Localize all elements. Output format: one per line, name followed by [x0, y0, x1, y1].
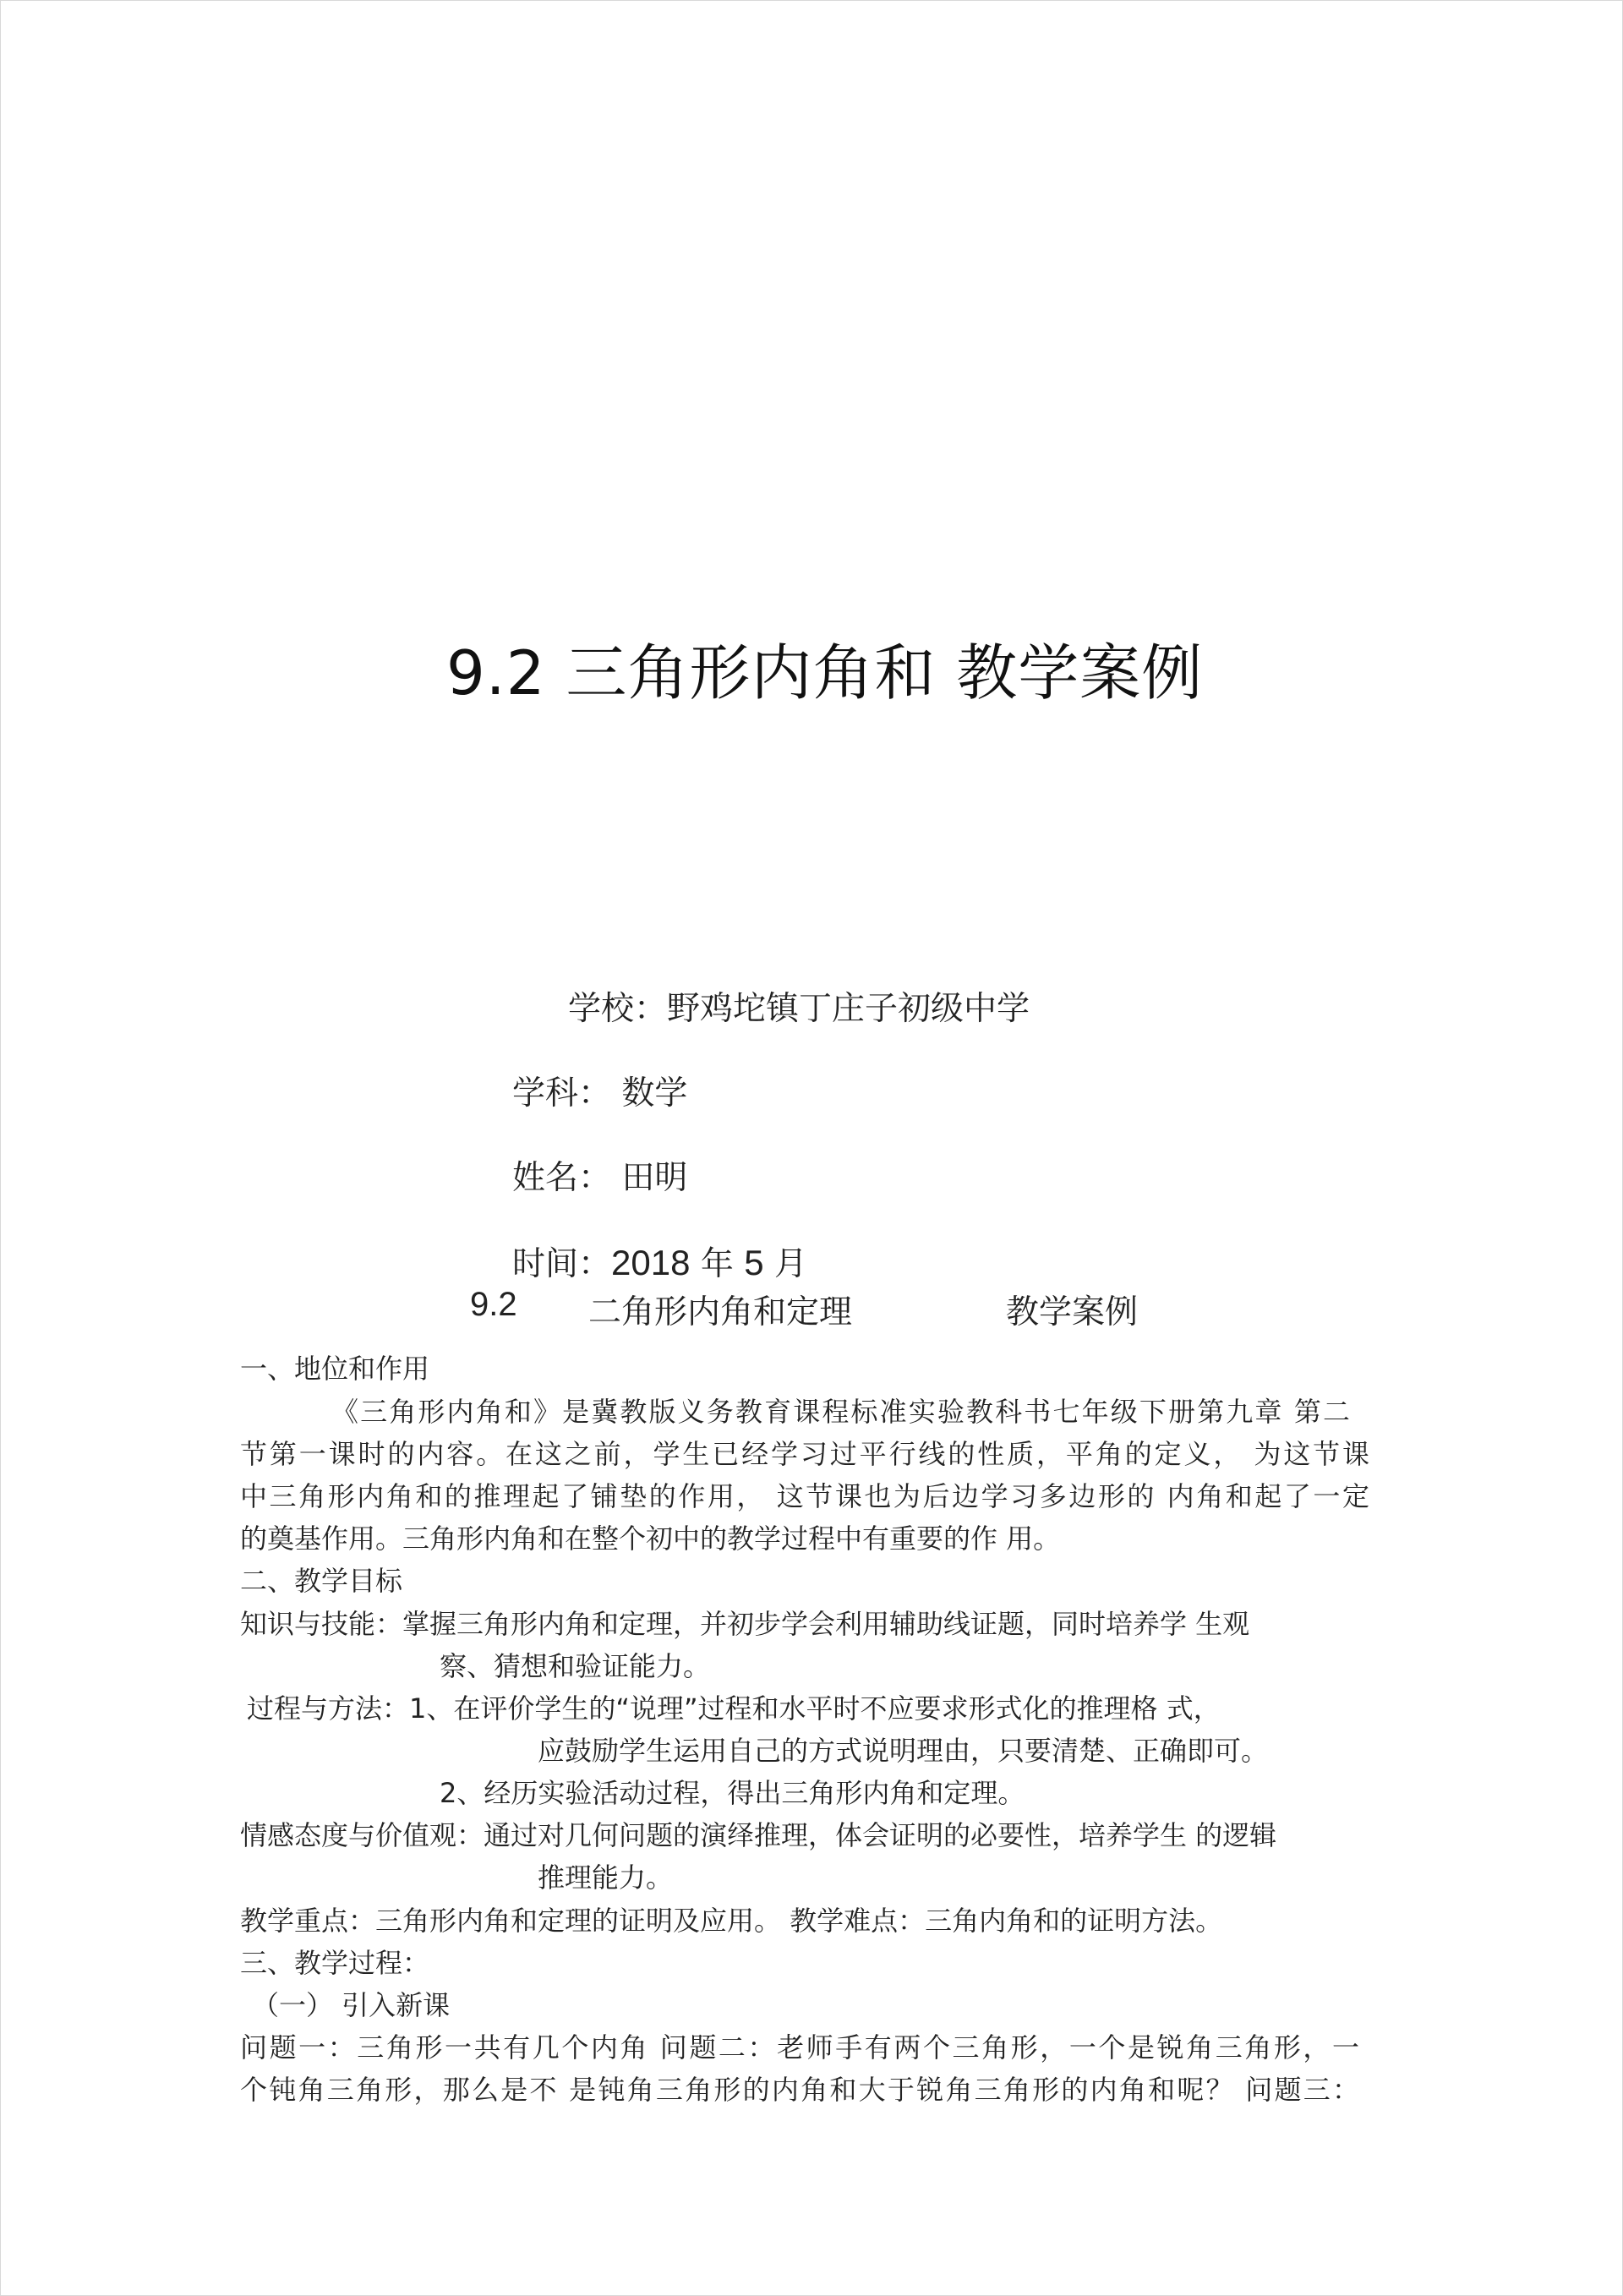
- emotion-line2: 推理能力。: [538, 1861, 674, 1894]
- para1-line3: 中三角形内角和的推理起了铺垫的作用， 这节课也为后边学习多边形的 内角和起了一定: [240, 1480, 1369, 1512]
- para1-line2: 节第一课时的内容。在这之前，学生已经学习过平行线的性质，平角的定义， 为这节课: [240, 1438, 1369, 1470]
- section2-heading: 二、教学目标: [240, 1565, 403, 1597]
- subject-label: 学科：: [512, 1074, 612, 1112]
- subject-line: [512, 1067, 687, 1114]
- name-line: [512, 1151, 687, 1199]
- process-line1: 过程与方法：1、在评价学生的“说理”过程和水平时不应要求形式化的推理格 式，: [247, 1692, 1221, 1725]
- name-label: 姓名：: [512, 1159, 612, 1197]
- time-year: 2018: [611, 1243, 691, 1282]
- question-line1: 问题一：三角形一共有几个内角 问题二：老师手有两个三角形，一个是锐角三角形，一: [240, 2031, 1359, 2064]
- school-line: 学校：野鸡坨镇丁庄子初级中学: [568, 990, 1030, 1028]
- knowledge-line1: 知识与技能：掌握三角形内角和定理，并初步学会利用辅助线证题，同时培养学 生观: [240, 1608, 1250, 1640]
- subject-value: 数学: [621, 1074, 688, 1112]
- section1-heading: 一、地位和作用: [240, 1353, 430, 1385]
- process-line3: 2、经历实验活动过程，得出三角形内角和定理。: [440, 1777, 1025, 1809]
- subtitle-suffix: 教学案例: [1006, 1293, 1139, 1331]
- section3-heading: 三、教学过程：: [240, 1947, 430, 1979]
- time-label: 时间：: [512, 1245, 612, 1283]
- question-line2: 个钝角三角形，那么是不 是钝角三角形的内角和大于锐角三角形的内角和呢？ 问题三：: [240, 2074, 1359, 2106]
- process-line2: 应鼓励学生运用自己的方式说明理由，只要清楚、正确即可。: [538, 1735, 1269, 1767]
- emotion-line1: 情感态度与价值观：通过对几何问题的演绎推理，体会证明的必要性，培养学生 的逻辑: [240, 1819, 1277, 1851]
- key-points-line: 教学重点：三角形内角和定理的证明及应用。 教学难点：三角内角和的证明方法。: [240, 1905, 1223, 1937]
- name-value: 田明: [621, 1159, 688, 1197]
- time-month: 5: [744, 1243, 764, 1282]
- subtitle-name: 二角形内角和定理: [588, 1293, 853, 1331]
- time-month-unit: 月: [774, 1245, 808, 1283]
- para1-line4: 的奠基作用。三角形内角和在整个初中的教学过程中有重要的作 用。: [240, 1522, 1061, 1555]
- time-line: [512, 1238, 807, 1285]
- time-year-unit: 年: [700, 1245, 734, 1283]
- subsection1-heading: （一） 引入新课: [252, 1989, 451, 2021]
- knowledge-line2: 察、猜想和验证能力。: [440, 1650, 711, 1682]
- subtitle-number: 9.2: [470, 1286, 517, 1323]
- document-title: 9.2 三角形内角和 教学案例: [446, 637, 1204, 708]
- para1-line1: 《三角形内角和》是冀教版义务教育课程标准实验教科书七年级下册第九章 第二: [331, 1396, 1350, 1428]
